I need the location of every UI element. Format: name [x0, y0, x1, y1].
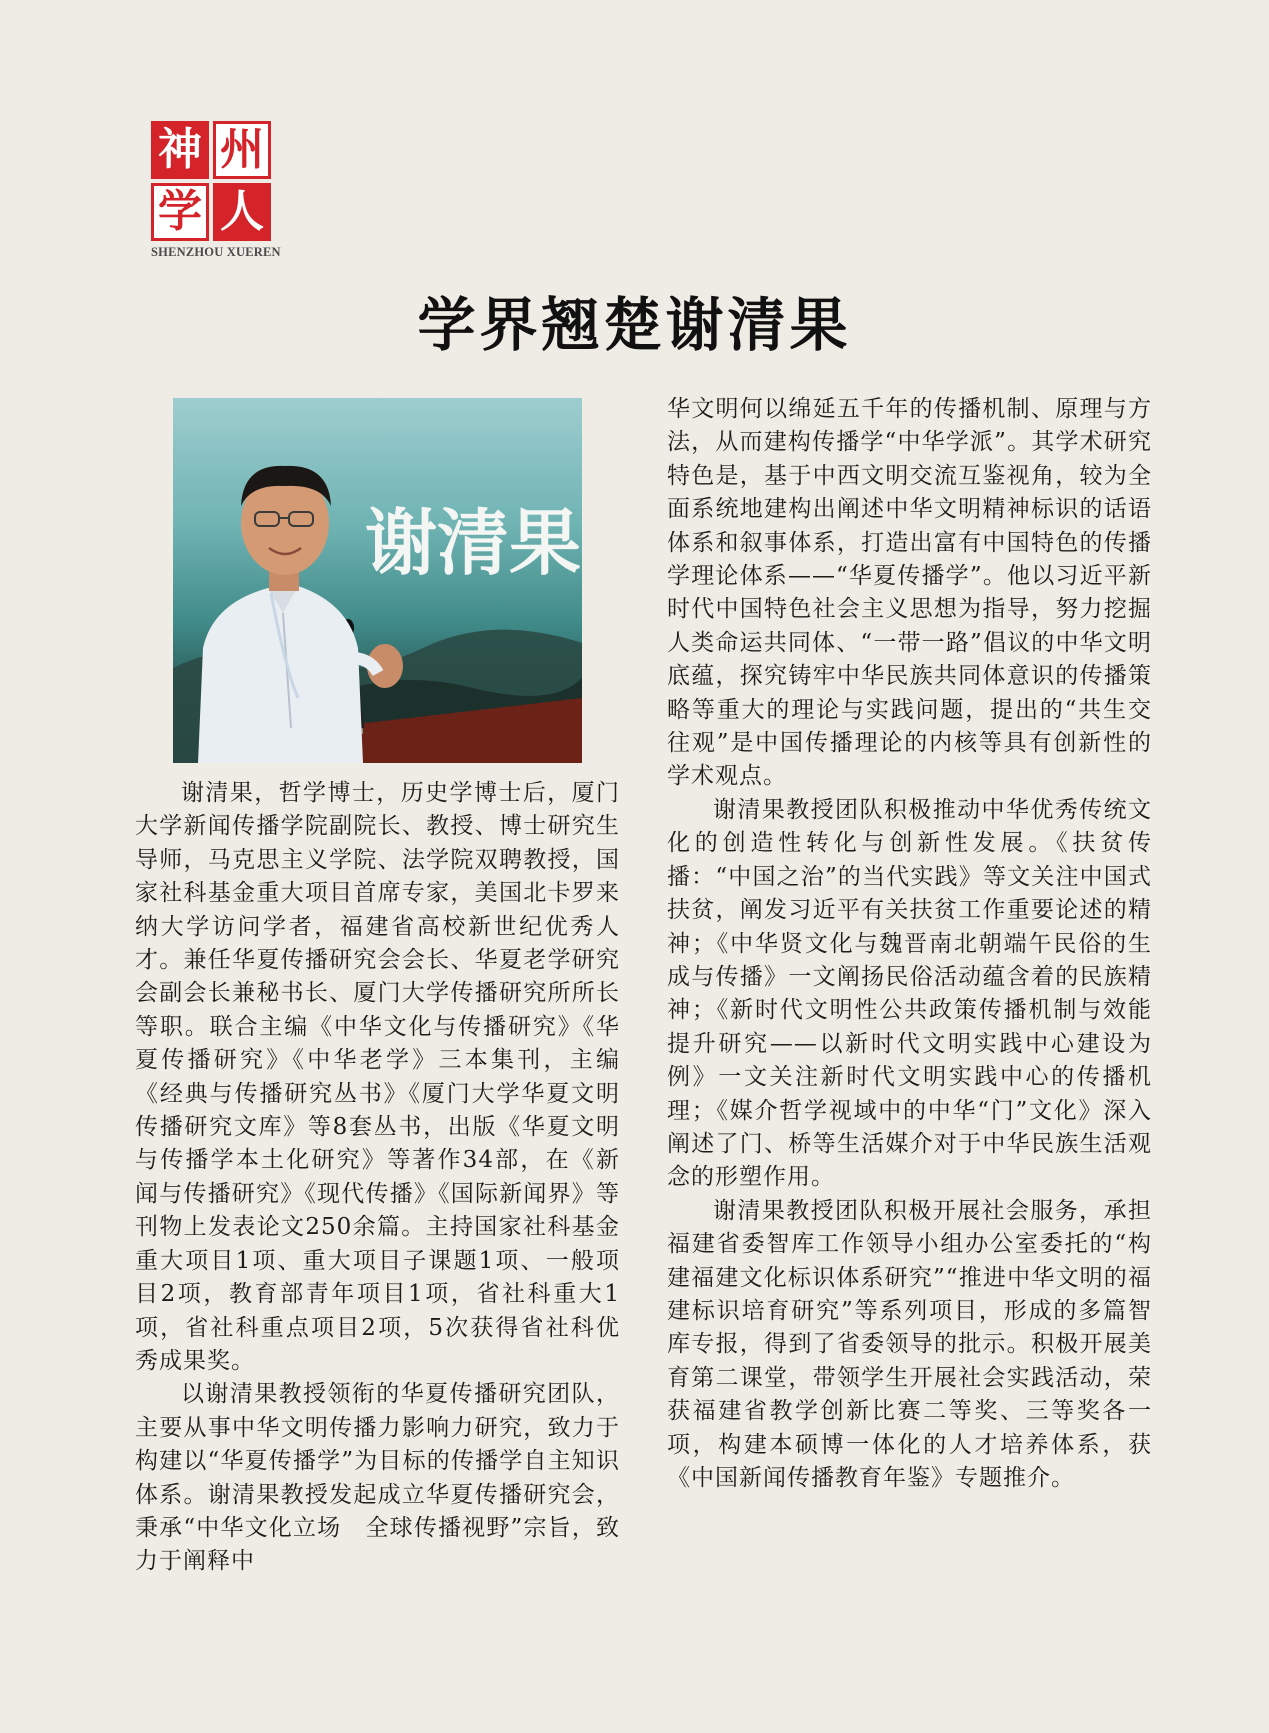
portrait-illustration [173, 398, 582, 763]
left-column [135, 777, 620, 1579]
right-column [667, 393, 1152, 1495]
logo-char-xue: 学 [151, 183, 209, 241]
right-paragraph-2: 谢清果教授团队积极推动中华优秀传统文化的创造性转化与创新性发展。《扶贫传播：“中国之治”的当代实践》等文关注中国式扶贫，阐发习近平有关扶贫工作重要论述的精神；《中华贤文化与魏晋南北朝端午民俗的生成与传播》一文阐扬民俗活动蕴含着的民族精神；《新时代文明性公共政策传播机制与效能提升研究——以新时代文明实践中心建设为例》一文关注新时代文明实践中心的传播机理；《媒介哲学视域中的中华“门”文化》深入阐述了门、桥等生活媒介对于中华民族生活观念的形塑作用。 [667, 796, 1152, 1191]
left-paragraph-1: 谢清果，哲学博士，历史学博士后，厦门大学新闻传播学院副院长、教授、博士研究生导师，马克思主义学院、法学院双聘教授，国家社科基金重大项目首席专家，美国北卡罗来纳大学访问学者，福建省高校新世纪优秀人才。兼任华夏传播研究会会长、华夏老学研究会副会长兼秘书长、厦门大学传播研究所所长等职。联合主编《中华文化与传播研究》《华夏传播研究》《中华老学》三本集刊，主编《经典与传播研究丛书》《厦门大学华夏文明传播研究文库》等8套丛书，出版《华夏文明与传播学本土化研究》等著作34部，在《新闻与传播研究》《现代传播》《国际新闻界》等刊物上发表论文250余篇。主持国家社科基金重大项目1项、重大项目子课题1项、一般项目2项，教育部青年项目1项，省社科重大1项，省社科重点项目2项，5次获得省社科优秀成果奖。 [135, 780, 620, 1374]
logo-char-shen: 神 [151, 121, 209, 179]
left-paragraph-2: 以谢清果教授领衔的华夏传播研究团队，主要从事中华文明传播力影响力研究，致力于构建以“华夏传播学”为目标的传播学自主知识体系。谢清果教授发起成立华夏传播研究会，秉承“中华文化立场 全球传播视野”宗旨，致力于阐释中 [135, 1381, 620, 1575]
banner-text: 谢清果 [364, 500, 582, 585]
logo-grid [151, 121, 279, 241]
logo-char-zhou: 州 [213, 121, 271, 179]
article-title: 学界翘楚谢清果 [417, 291, 852, 359]
right-paragraph-1: 华文明何以绵延五千年的传播机制、原理与方法，从而建构传播学“中华学派”。其学术研究特色是，基于中西文明交流互鉴视角，较为全面系统地建构出阐述中华文明精神标识的话语体系和叙事体系，打造出富有中国特色的传播学理论体系——“华夏传播学”。他以习近平新时代中国特色社会主义思想为指导，努力挖掘人类命运共同体、“一带一路”倡议的中华文明底蕴，探究铸牢中华民族共同体意识的传播策略等重大的理论与实践问题，提出的“共生交往观”是中国传播理论的内核等具有创新性的学术观点。 [667, 396, 1152, 790]
logo-char-ren: 人 [213, 183, 271, 241]
right-paragraph-3: 谢清果教授团队积极开展社会服务，承担福建省委智库工作领导小组办公室委托的“构建福建文化标识体系研究”“推进中华文明的福建标识培育研究”等系列项目，形成的多篇智库专报，得到了省委领导的批示。积极开展美育第二课堂，带领学生开展社会实践活动，荣获福建省教学创新比赛二等奖、三等奖各一项，构建本硕博一体化的人才培养体系，获《中国新闻传播教育年鉴》专题推介。 [667, 1197, 1152, 1491]
portrait-photo [173, 398, 582, 763]
logo-subtitle: SHENZHOU XUEREN [151, 245, 281, 259]
magazine-logo [151, 121, 279, 260]
